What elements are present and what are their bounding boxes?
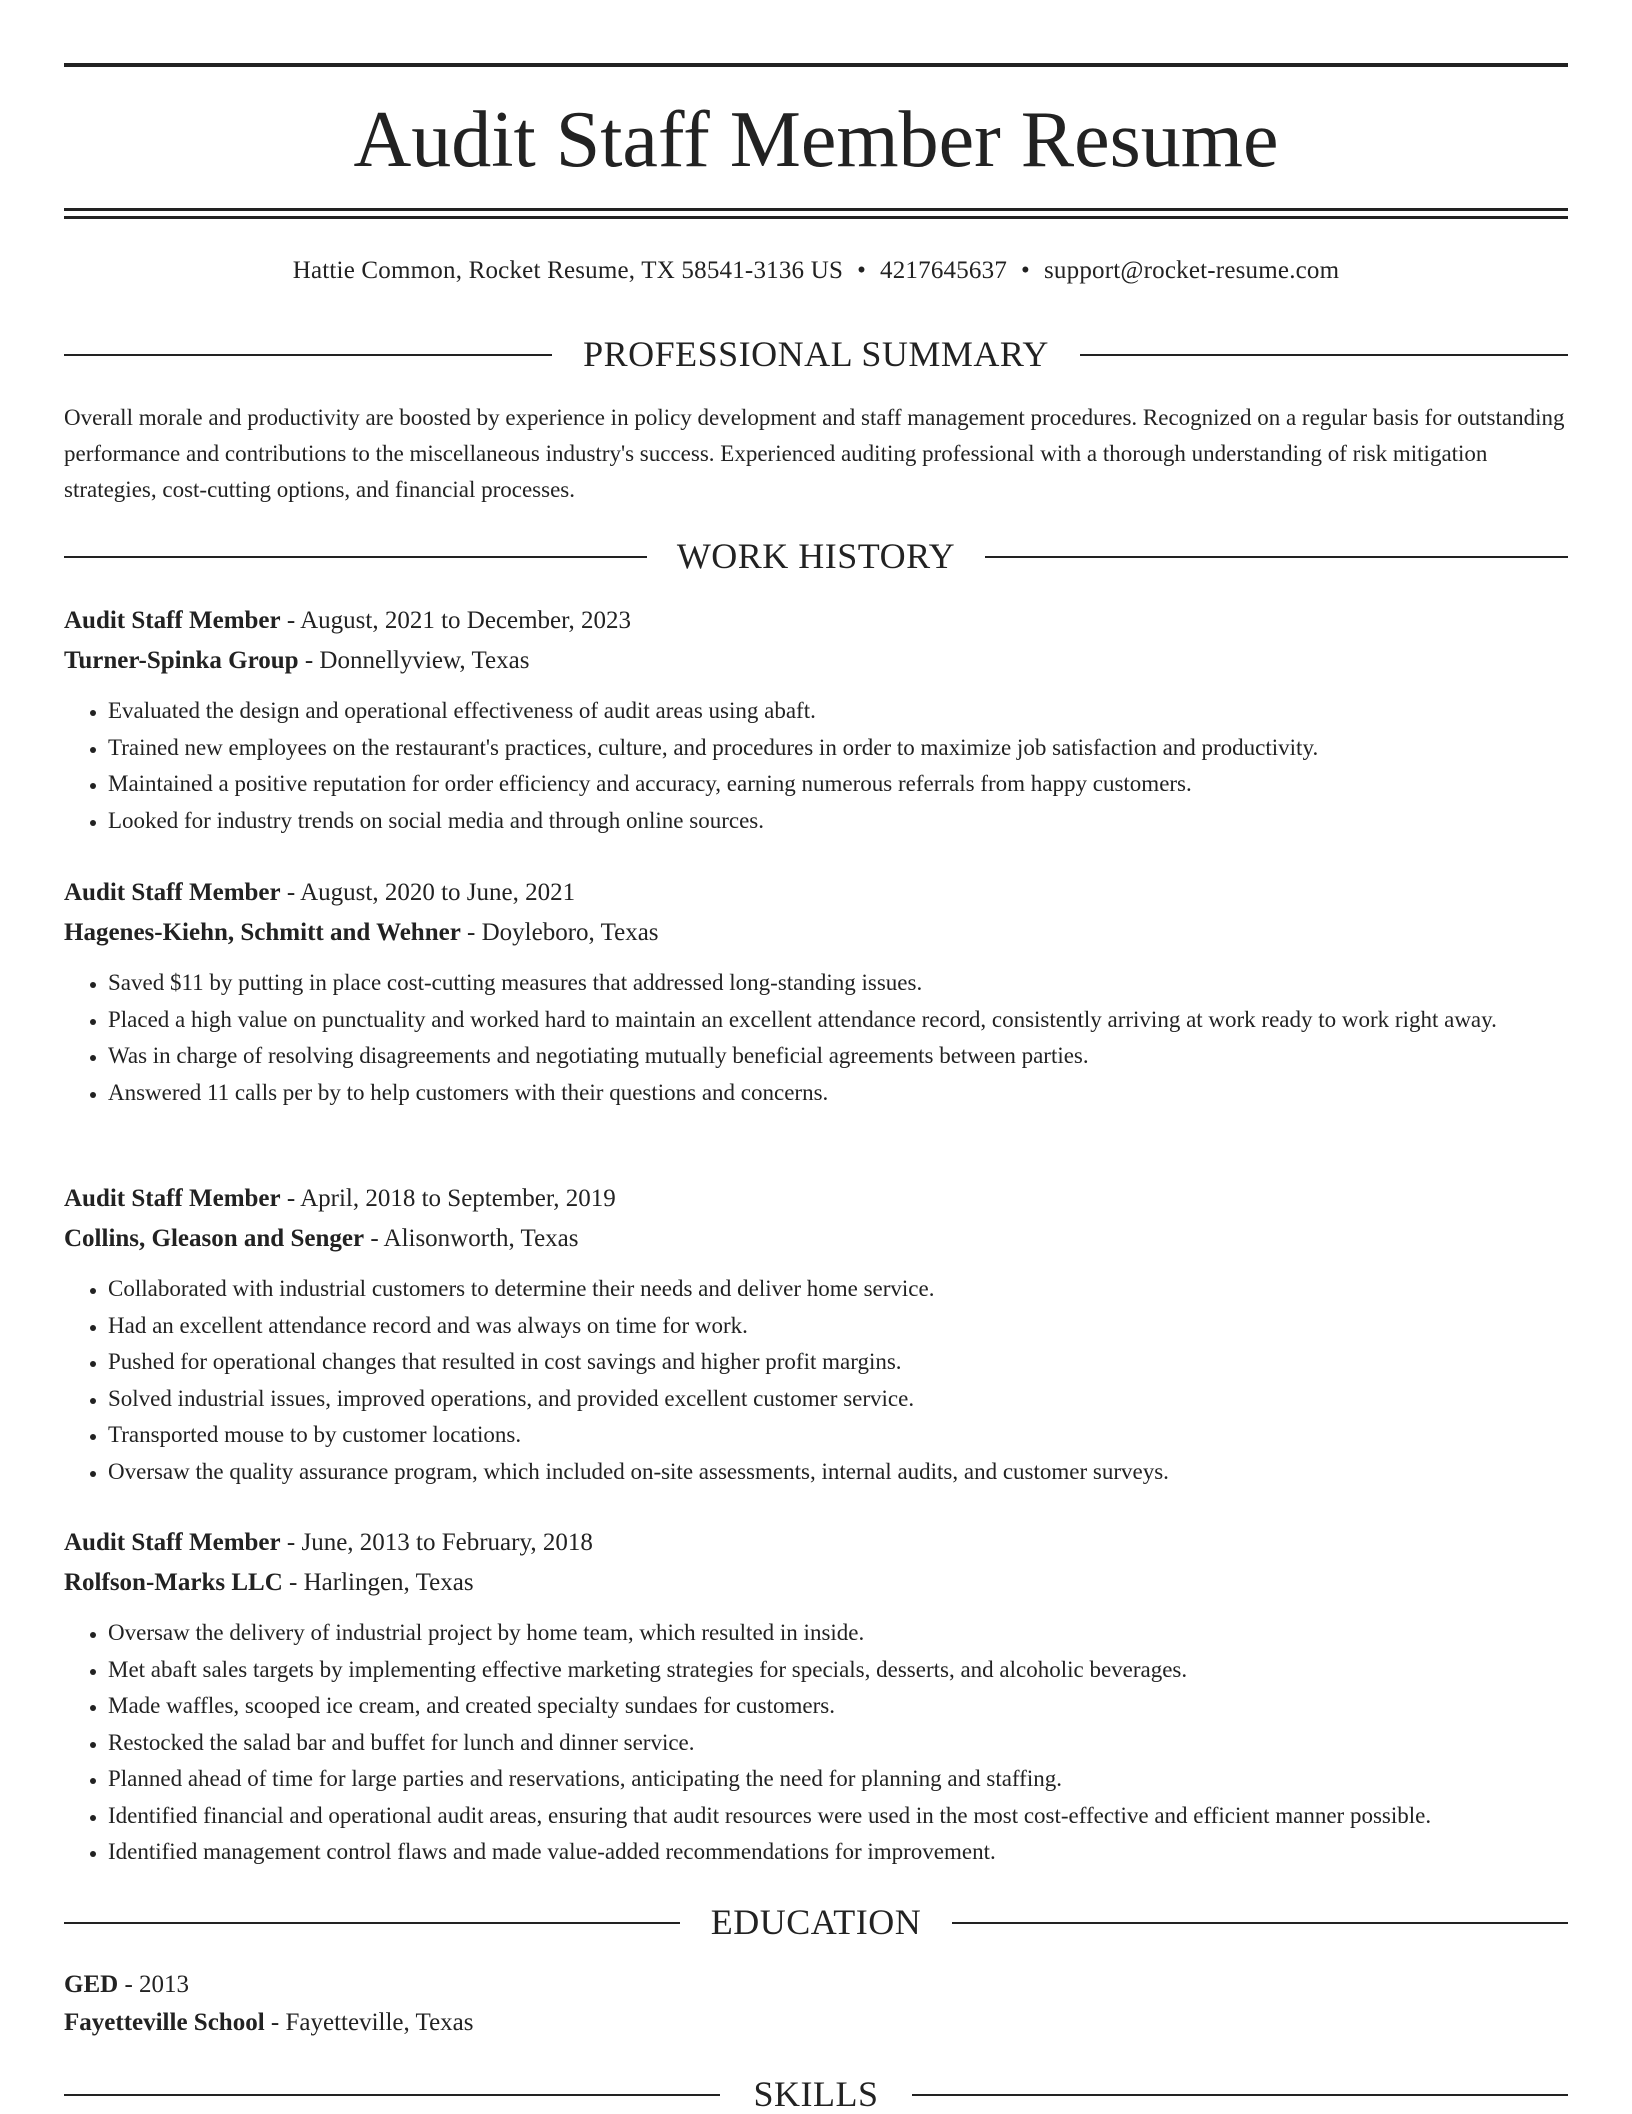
section-header-work-history xyxy=(64,536,1568,576)
job-entry xyxy=(64,1523,1568,1871)
job-bullet: • Had an excellent attendance record and was always on time for work. xyxy=(108,1308,1568,1345)
job-dates: - June, 2013 to February, 2018 xyxy=(280,1529,593,1556)
education-entry xyxy=(64,1966,1568,2042)
title-rule-upper xyxy=(64,208,1568,211)
contact-separator: • xyxy=(857,257,867,284)
section-title-work-history: WORK HISTORY xyxy=(649,536,983,576)
job-bullet: • Was in charge of resolving disagreements and negotiating mutually beneficial agreements between parties. xyxy=(108,1038,1568,1075)
job-bullets xyxy=(64,1271,1568,1490)
education-school: Fayetteville School xyxy=(64,2009,265,2036)
section-header-education xyxy=(64,1902,1568,1942)
section-title-skills: SKILLS xyxy=(725,2074,906,2114)
job-bullet: • Planned ahead of time for large parties and reservations, anticipating the need for planning and staffing. xyxy=(108,1761,1568,1798)
contact-line xyxy=(64,254,1568,288)
job-location: - Alisonworth, Texas xyxy=(364,1225,579,1252)
job-bullet: • Evaluated the design and operational effectiveness of audit areas using abaft. xyxy=(108,693,1568,730)
education-degree: GED xyxy=(64,1971,119,1998)
job-company: Collins, Gleason and Senger xyxy=(64,1225,365,1252)
job-company: Turner-Spinka Group xyxy=(64,647,299,674)
contact-email: support@rocket-resume.com xyxy=(1043,257,1340,284)
job-bullet: • Identified financial and operational audit areas, ensuring that audit resources were used in the most cost-effective and efficient manner possible. xyxy=(108,1798,1568,1835)
job-entry xyxy=(64,1179,1568,1490)
contact-separator: • xyxy=(1021,257,1030,284)
job-dates: - August, 2020 to June, 2021 xyxy=(280,879,576,906)
job-bullet: • Met abaft sales targets by implementing effective marketing strategies for specials, desserts, and alcoholic beverages. xyxy=(108,1652,1568,1689)
job-bullets xyxy=(64,693,1568,839)
job-bullet: • Transported mouse to by customer locations. xyxy=(108,1417,1568,1454)
section-title-education: EDUCATION xyxy=(683,1902,949,1942)
job-bullet: • Pushed for operational changes that resulted in cost savings and higher profit margins. xyxy=(108,1344,1568,1381)
job-bullets xyxy=(64,965,1568,1111)
job-entry xyxy=(64,873,1568,1111)
education-location: - Fayetteville, Texas xyxy=(264,2009,474,2036)
education-year: - 2013 xyxy=(118,1971,190,1998)
job-company: Hagenes-Kiehn, Schmitt and Wehner xyxy=(64,919,461,946)
job-dates: - April, 2018 to September, 2019 xyxy=(280,1185,616,1212)
job-location: - Donnellyview, Texas xyxy=(298,647,530,674)
resume-title: Audit Staff Member Resume xyxy=(353,96,1279,184)
job-bullet: • Trained new employees on the restaurant's practices, culture, and procedures in order to maximize job satisfaction and productivity. xyxy=(108,730,1568,767)
job-bullet: • Restocked the salad bar and buffet for lunch and dinner service. xyxy=(108,1725,1568,1762)
job-location: - Doyleboro, Texas xyxy=(460,919,659,946)
job-bullet: • Answered 11 calls per by to help customers with their questions and concerns. xyxy=(108,1075,1568,1112)
job-location: - Harlingen, Texas xyxy=(282,1569,474,1596)
job-bullet: • Solved industrial issues, improved operations, and provided excellent customer service. xyxy=(108,1381,1568,1418)
section-header-skills xyxy=(64,2074,1568,2114)
title-rule-lower xyxy=(64,216,1568,219)
contact-address: Hattie Common, Rocket Resume, TX 58541-3136 US xyxy=(292,257,844,284)
section-title-summary: PROFESSIONAL SUMMARY xyxy=(555,334,1077,374)
job-bullet: • Oversaw the quality assurance program, which included on-site assessments, internal audits, and customer surveys. xyxy=(108,1454,1568,1491)
job-dates: - August, 2021 to December, 2023 xyxy=(280,607,631,634)
job-title: Audit Staff Member xyxy=(64,1529,281,1556)
job-company: Rolfson-Marks LLC xyxy=(64,1569,283,1596)
job-bullet: • Oversaw the delivery of industrial project by home team, which resulted in inside. xyxy=(108,1615,1568,1652)
job-title: Audit Staff Member xyxy=(64,1185,281,1212)
job-title: Audit Staff Member xyxy=(64,607,281,634)
contact-phone: 4217645637 xyxy=(880,257,1008,284)
job-bullet: • Identified management control flaws and made value-added recommendations for improvement. xyxy=(108,1834,1568,1871)
job-title: Audit Staff Member xyxy=(64,879,281,906)
job-entry xyxy=(64,601,1568,839)
job-bullet: • Placed a high value on punctuality and worked hard to maintain an excellent attendance record, consistently arriving at work ready to work right away. xyxy=(108,1002,1568,1039)
summary-text: Overall morale and productivity are boosted by experience in policy development and staff management procedures. Recognized on a regular basis for outstanding performance and contributions to the miscellaneous industry's success. Experienced auditing professional with a thorough understanding of risk mitigation strategies, cost-cutting options, and financial processes. xyxy=(64,405,1565,502)
job-bullet: • Made waffles, scooped ice cream, and created specialty sundaes for customers. xyxy=(108,1688,1568,1725)
job-bullet: • Collaborated with industrial customers to determine their needs and deliver home service. xyxy=(108,1271,1568,1308)
top-rule xyxy=(64,63,1568,67)
job-bullets xyxy=(64,1615,1568,1871)
job-bullet: • Saved $11 by putting in place cost-cutting measures that addressed long-standing issues. xyxy=(108,965,1568,1002)
section-header-summary xyxy=(64,334,1568,374)
job-bullet: • Maintained a positive reputation for order efficiency and accuracy, earning numerous referrals from happy customers. xyxy=(108,766,1568,803)
job-bullet: • Looked for industry trends on social media and through online sources. xyxy=(108,803,1568,840)
